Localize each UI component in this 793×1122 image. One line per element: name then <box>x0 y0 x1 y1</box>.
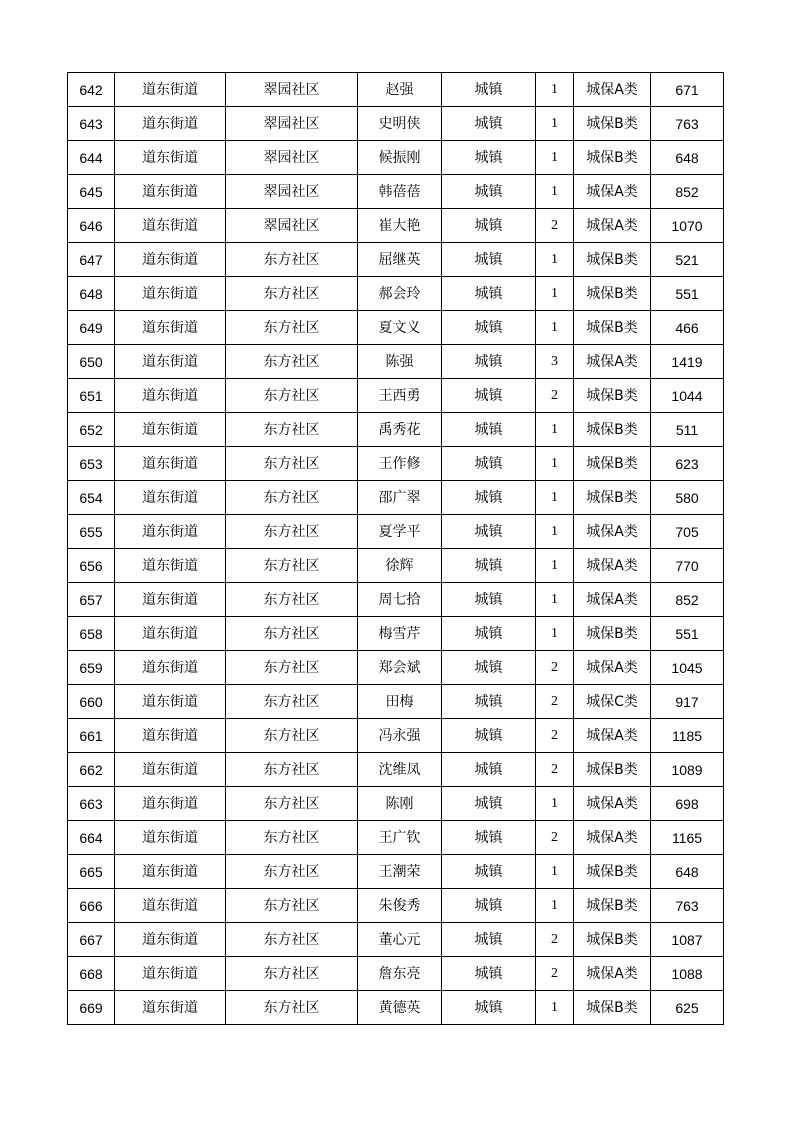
allowance-category: 城保A类 <box>574 651 651 685</box>
household-size: 2 <box>536 209 574 243</box>
street-name: 道东街道 <box>115 141 226 175</box>
table-row <box>68 413 724 447</box>
row-number: 655 <box>68 515 115 549</box>
allowance-category: 城保A类 <box>574 583 651 617</box>
household-size: 1 <box>536 991 574 1025</box>
allowance-category: 城保B类 <box>574 447 651 481</box>
community-name: 东方社区 <box>226 413 358 447</box>
street-name: 道东街道 <box>115 889 226 923</box>
household-type: 城镇 <box>442 821 536 855</box>
roster-body <box>68 73 724 1025</box>
household-size: 1 <box>536 481 574 515</box>
row-number: 645 <box>68 175 115 209</box>
household-size: 1 <box>536 583 574 617</box>
person-name: 候振刚 <box>358 141 442 175</box>
household-size: 1 <box>536 277 574 311</box>
allowance-category: 城保B类 <box>574 379 651 413</box>
person-name: 冯永强 <box>358 719 442 753</box>
household-type: 城镇 <box>442 753 536 787</box>
community-name: 东方社区 <box>226 515 358 549</box>
street-name: 道东街道 <box>115 787 226 821</box>
household-size: 2 <box>536 685 574 719</box>
person-name: 邵广翠 <box>358 481 442 515</box>
person-name: 王广钦 <box>358 821 442 855</box>
row-number: 652 <box>68 413 115 447</box>
household-type: 城镇 <box>442 277 536 311</box>
person-name: 赵强 <box>358 73 442 107</box>
household-type: 城镇 <box>442 685 536 719</box>
allowance-amount: 852 <box>651 583 724 617</box>
allowance-amount: 917 <box>651 685 724 719</box>
allowance-category: 城保A类 <box>574 549 651 583</box>
person-name: 詹东亮 <box>358 957 442 991</box>
household-type: 城镇 <box>442 141 536 175</box>
allowance-category: 城保B类 <box>574 991 651 1025</box>
row-number: 665 <box>68 855 115 889</box>
household-type: 城镇 <box>442 447 536 481</box>
street-name: 道东街道 <box>115 345 226 379</box>
household-type: 城镇 <box>442 209 536 243</box>
allowance-category: 城保C类 <box>574 685 651 719</box>
allowance-amount: 763 <box>651 107 724 141</box>
person-name: 王作修 <box>358 447 442 481</box>
table-row <box>68 175 724 209</box>
allowance-category: 城保A类 <box>574 719 651 753</box>
table-row <box>68 821 724 855</box>
person-name: 朱俊秀 <box>358 889 442 923</box>
row-number: 651 <box>68 379 115 413</box>
allowance-category: 城保B类 <box>574 889 651 923</box>
allowance-amount: 648 <box>651 855 724 889</box>
row-number: 654 <box>68 481 115 515</box>
person-name: 周七拾 <box>358 583 442 617</box>
allowance-category: 城保B类 <box>574 107 651 141</box>
table-row <box>68 991 724 1025</box>
allowance-amount: 1087 <box>651 923 724 957</box>
table-row <box>68 345 724 379</box>
household-type: 城镇 <box>442 175 536 209</box>
row-number: 647 <box>68 243 115 277</box>
community-name: 东方社区 <box>226 447 358 481</box>
household-size: 1 <box>536 175 574 209</box>
table-row <box>68 277 724 311</box>
allowance-amount: 625 <box>651 991 724 1025</box>
table-row <box>68 685 724 719</box>
community-name: 东方社区 <box>226 549 358 583</box>
household-type: 城镇 <box>442 379 536 413</box>
allowance-amount: 1185 <box>651 719 724 753</box>
household-size: 1 <box>536 107 574 141</box>
table-row <box>68 651 724 685</box>
table-row <box>68 209 724 243</box>
allowance-amount: 648 <box>651 141 724 175</box>
person-name: 董心元 <box>358 923 442 957</box>
household-type: 城镇 <box>442 889 536 923</box>
household-type: 城镇 <box>442 617 536 651</box>
allowance-category: 城保A类 <box>574 73 651 107</box>
street-name: 道东街道 <box>115 379 226 413</box>
allowance-category: 城保A类 <box>574 175 651 209</box>
street-name: 道东街道 <box>115 549 226 583</box>
person-name: 夏学平 <box>358 515 442 549</box>
person-name: 田梅 <box>358 685 442 719</box>
street-name: 道东街道 <box>115 753 226 787</box>
household-size: 1 <box>536 73 574 107</box>
household-type: 城镇 <box>442 73 536 107</box>
allowance-amount: 705 <box>651 515 724 549</box>
person-name: 郑会斌 <box>358 651 442 685</box>
row-number: 667 <box>68 923 115 957</box>
table-row <box>68 73 724 107</box>
person-name: 禹秀花 <box>358 413 442 447</box>
person-name: 黄德英 <box>358 991 442 1025</box>
allowance-category: 城保A类 <box>574 515 651 549</box>
street-name: 道东街道 <box>115 107 226 141</box>
household-type: 城镇 <box>442 243 536 277</box>
community-name: 东方社区 <box>226 787 358 821</box>
row-number: 649 <box>68 311 115 345</box>
community-name: 东方社区 <box>226 243 358 277</box>
allowance-amount: 852 <box>651 175 724 209</box>
household-size: 1 <box>536 141 574 175</box>
row-number: 650 <box>68 345 115 379</box>
person-name: 梅雪芹 <box>358 617 442 651</box>
table-row <box>68 379 724 413</box>
community-name: 东方社区 <box>226 889 358 923</box>
household-type: 城镇 <box>442 957 536 991</box>
allowance-category: 城保B类 <box>574 413 651 447</box>
allowance-amount: 580 <box>651 481 724 515</box>
community-name: 东方社区 <box>226 617 358 651</box>
household-type: 城镇 <box>442 923 536 957</box>
household-type: 城镇 <box>442 311 536 345</box>
allowance-amount: 1088 <box>651 957 724 991</box>
street-name: 道东街道 <box>115 685 226 719</box>
allowance-category: 城保B类 <box>574 277 651 311</box>
table-row <box>68 753 724 787</box>
household-type: 城镇 <box>442 107 536 141</box>
community-name: 东方社区 <box>226 821 358 855</box>
street-name: 道东街道 <box>115 719 226 753</box>
row-number: 644 <box>68 141 115 175</box>
household-type: 城镇 <box>442 549 536 583</box>
allowance-category: 城保A类 <box>574 209 651 243</box>
allowance-category: 城保B类 <box>574 617 651 651</box>
community-name: 翠园社区 <box>226 107 358 141</box>
street-name: 道东街道 <box>115 481 226 515</box>
allowance-amount: 521 <box>651 243 724 277</box>
community-name: 东方社区 <box>226 923 358 957</box>
community-name: 东方社区 <box>226 719 358 753</box>
household-size: 2 <box>536 753 574 787</box>
row-number: 642 <box>68 73 115 107</box>
household-type: 城镇 <box>442 583 536 617</box>
allowance-category: 城保A类 <box>574 821 651 855</box>
community-name: 东方社区 <box>226 855 358 889</box>
community-name: 东方社区 <box>226 345 358 379</box>
community-name: 东方社区 <box>226 379 358 413</box>
household-type: 城镇 <box>442 855 536 889</box>
household-size: 1 <box>536 855 574 889</box>
allowance-category: 城保B类 <box>574 923 651 957</box>
table-row <box>68 719 724 753</box>
table-row <box>68 617 724 651</box>
allowance-amount: 551 <box>651 277 724 311</box>
person-name: 王西勇 <box>358 379 442 413</box>
allowance-amount: 1044 <box>651 379 724 413</box>
person-name: 王潮荣 <box>358 855 442 889</box>
street-name: 道东街道 <box>115 991 226 1025</box>
community-name: 翠园社区 <box>226 141 358 175</box>
street-name: 道东街道 <box>115 175 226 209</box>
street-name: 道东街道 <box>115 277 226 311</box>
table-row <box>68 549 724 583</box>
table-row <box>68 243 724 277</box>
street-name: 道东街道 <box>115 583 226 617</box>
household-size: 2 <box>536 821 574 855</box>
community-name: 东方社区 <box>226 481 358 515</box>
street-name: 道东街道 <box>115 311 226 345</box>
street-name: 道东街道 <box>115 73 226 107</box>
allowance-amount: 466 <box>651 311 724 345</box>
household-type: 城镇 <box>442 719 536 753</box>
row-number: 664 <box>68 821 115 855</box>
street-name: 道东街道 <box>115 617 226 651</box>
table-row <box>68 923 724 957</box>
row-number: 669 <box>68 991 115 1025</box>
street-name: 道东街道 <box>115 447 226 481</box>
household-size: 2 <box>536 923 574 957</box>
row-number: 648 <box>68 277 115 311</box>
household-size: 1 <box>536 447 574 481</box>
row-number: 653 <box>68 447 115 481</box>
allowance-category: 城保A类 <box>574 345 651 379</box>
allowance-amount: 671 <box>651 73 724 107</box>
allowance-category: 城保B类 <box>574 141 651 175</box>
household-type: 城镇 <box>442 651 536 685</box>
allowance-category: 城保A类 <box>574 787 651 821</box>
allowance-amount: 698 <box>651 787 724 821</box>
allowance-category: 城保B类 <box>574 855 651 889</box>
street-name: 道东街道 <box>115 957 226 991</box>
allowance-amount: 1419 <box>651 345 724 379</box>
allowance-amount: 1070 <box>651 209 724 243</box>
allowance-category: 城保B类 <box>574 311 651 345</box>
person-name: 史明侠 <box>358 107 442 141</box>
person-name: 屈继英 <box>358 243 442 277</box>
community-name: 东方社区 <box>226 685 358 719</box>
row-number: 661 <box>68 719 115 753</box>
person-name: 崔大艳 <box>358 209 442 243</box>
allowance-amount: 623 <box>651 447 724 481</box>
allowance-category: 城保B类 <box>574 753 651 787</box>
person-name: 陈强 <box>358 345 442 379</box>
community-name: 翠园社区 <box>226 209 358 243</box>
table-row <box>68 447 724 481</box>
allowance-category: 城保A类 <box>574 957 651 991</box>
household-size: 2 <box>536 379 574 413</box>
row-number: 660 <box>68 685 115 719</box>
row-number: 656 <box>68 549 115 583</box>
street-name: 道东街道 <box>115 515 226 549</box>
street-name: 道东街道 <box>115 243 226 277</box>
row-number: 658 <box>68 617 115 651</box>
household-size: 1 <box>536 413 574 447</box>
household-type: 城镇 <box>442 413 536 447</box>
allowance-category: 城保B类 <box>574 481 651 515</box>
street-name: 道东街道 <box>115 821 226 855</box>
household-size: 1 <box>536 243 574 277</box>
household-size: 1 <box>536 787 574 821</box>
row-number: 643 <box>68 107 115 141</box>
person-name: 夏文义 <box>358 311 442 345</box>
household-type: 城镇 <box>442 345 536 379</box>
household-size: 3 <box>536 345 574 379</box>
table-row <box>68 481 724 515</box>
row-number: 659 <box>68 651 115 685</box>
household-size: 1 <box>536 889 574 923</box>
row-number: 668 <box>68 957 115 991</box>
street-name: 道东街道 <box>115 651 226 685</box>
table-row <box>68 107 724 141</box>
allowance-amount: 763 <box>651 889 724 923</box>
row-number: 646 <box>68 209 115 243</box>
row-number: 663 <box>68 787 115 821</box>
roster-table <box>67 72 724 1025</box>
table-row <box>68 515 724 549</box>
table-row <box>68 855 724 889</box>
community-name: 东方社区 <box>226 277 358 311</box>
person-name: 韩蓓蓓 <box>358 175 442 209</box>
household-type: 城镇 <box>442 515 536 549</box>
person-name: 徐辉 <box>358 549 442 583</box>
street-name: 道东街道 <box>115 855 226 889</box>
household-size: 1 <box>536 515 574 549</box>
household-size: 1 <box>536 617 574 651</box>
table-row <box>68 141 724 175</box>
allowance-amount: 511 <box>651 413 724 447</box>
household-type: 城镇 <box>442 787 536 821</box>
street-name: 道东街道 <box>115 209 226 243</box>
community-name: 东方社区 <box>226 311 358 345</box>
community-name: 东方社区 <box>226 583 358 617</box>
household-type: 城镇 <box>442 991 536 1025</box>
household-size: 2 <box>536 957 574 991</box>
community-name: 东方社区 <box>226 991 358 1025</box>
household-size: 2 <box>536 651 574 685</box>
household-size: 1 <box>536 311 574 345</box>
row-number: 666 <box>68 889 115 923</box>
community-name: 东方社区 <box>226 753 358 787</box>
household-size: 1 <box>536 549 574 583</box>
person-name: 郝会玲 <box>358 277 442 311</box>
community-name: 翠园社区 <box>226 73 358 107</box>
allowance-amount: 1045 <box>651 651 724 685</box>
community-name: 东方社区 <box>226 651 358 685</box>
allowance-category: 城保B类 <box>574 243 651 277</box>
person-name: 陈刚 <box>358 787 442 821</box>
community-name: 翠园社区 <box>226 175 358 209</box>
table-row <box>68 889 724 923</box>
table-row <box>68 583 724 617</box>
allowance-amount: 1089 <box>651 753 724 787</box>
table-row <box>68 787 724 821</box>
row-number: 662 <box>68 753 115 787</box>
household-size: 2 <box>536 719 574 753</box>
street-name: 道东街道 <box>115 413 226 447</box>
household-type: 城镇 <box>442 481 536 515</box>
allowance-amount: 770 <box>651 549 724 583</box>
table-row <box>68 311 724 345</box>
allowance-amount: 551 <box>651 617 724 651</box>
row-number: 657 <box>68 583 115 617</box>
allowance-amount: 1165 <box>651 821 724 855</box>
person-name: 沈维凤 <box>358 753 442 787</box>
community-name: 东方社区 <box>226 957 358 991</box>
street-name: 道东街道 <box>115 923 226 957</box>
table-row <box>68 957 724 991</box>
